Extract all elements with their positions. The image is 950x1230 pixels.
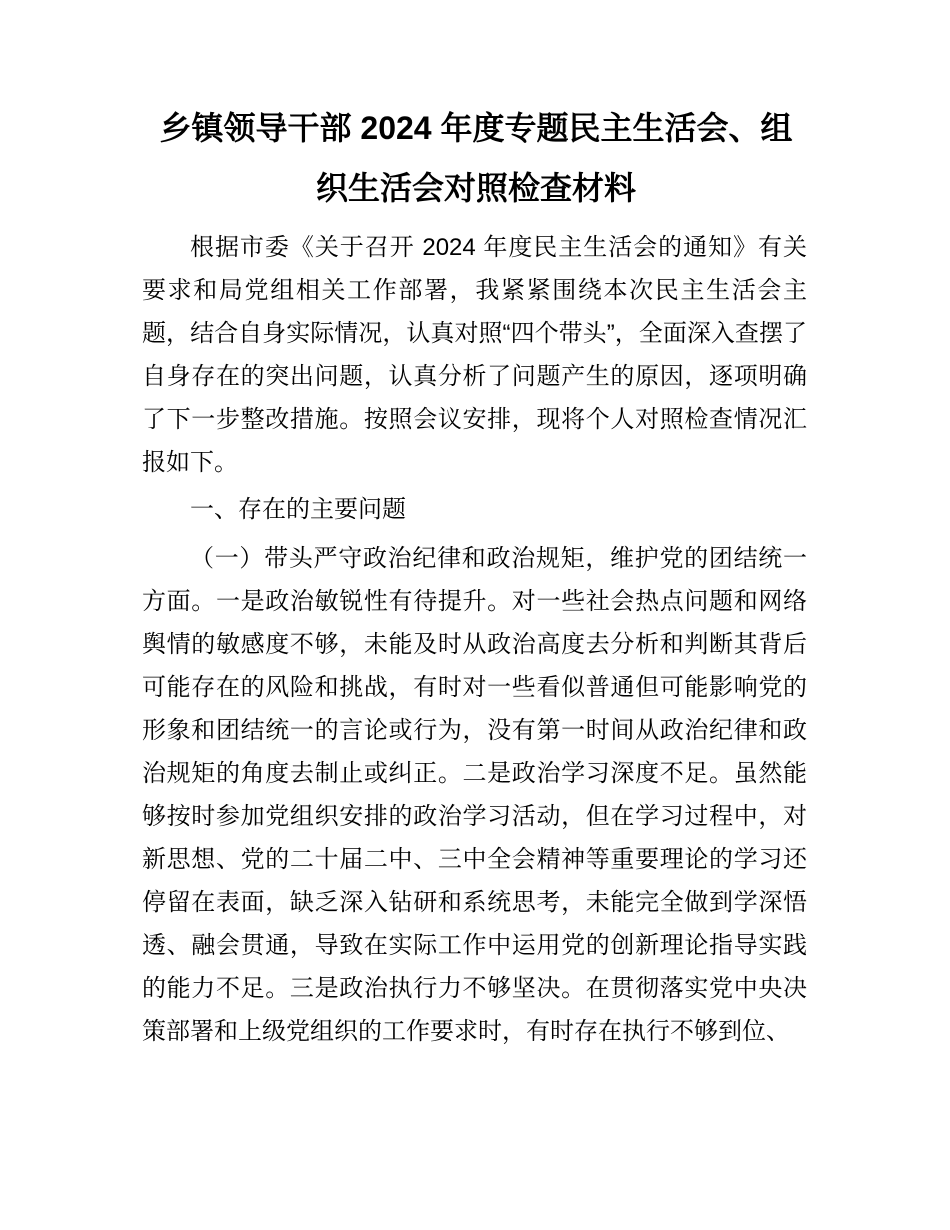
document-title: 乡镇领导干部 2024 年度专题民主生活会、组织生活会对照检查材料 [159, 110, 793, 206]
paragraph-intro: 根据市委《关于召开 2024 年度民主生活会的通知》有关要求和局党组相关工作部署，我紧紧围绕本次民主生活会主题，结合自身实际情况，认真对照“四个带头”，全面深入查摆了自身存在的突出问题，认真分析了问题产生的原因，逐项明确了下一步整改措施。按照会议安排，现将个人对照检查情况汇报如下。 [142, 234, 807, 476]
section-heading-main-problems: 一、存在的主要问题 [190, 496, 406, 523]
paragraph-problem-one: （一）带头严守政治纪律和政治规矩，维护党的团结统一方面。一是政治敏锐性有待提升。对一些社会热点问题和网络舆情的敏感度不够，未能及时从政治高度去分析和判断其背后可能存在的风险和挑战，有时对一些看似普通但可能影响党的形象和团结统一的言论或行为，没有第一时间从政治纪律和政治规矩的角度去制止或纠正。二是政治学习深度不足。虽然能够按时参加党组织安排的政治学习活动，但在学习过程中，对新思想、党的二十届二中、三中全会精神等重要理论的学习还停留在表面，缺乏深入钻研和系统思考，未能完全做到学深悟透、融会贯通，导致在实际工作中运用党的创新理论指导实践的能力不足。三是政治执行力不够坚决。在贯彻落实党中央决策部署和上级党组织的工作要求时，有时存在执行不够到位、 [142, 545, 807, 1045]
